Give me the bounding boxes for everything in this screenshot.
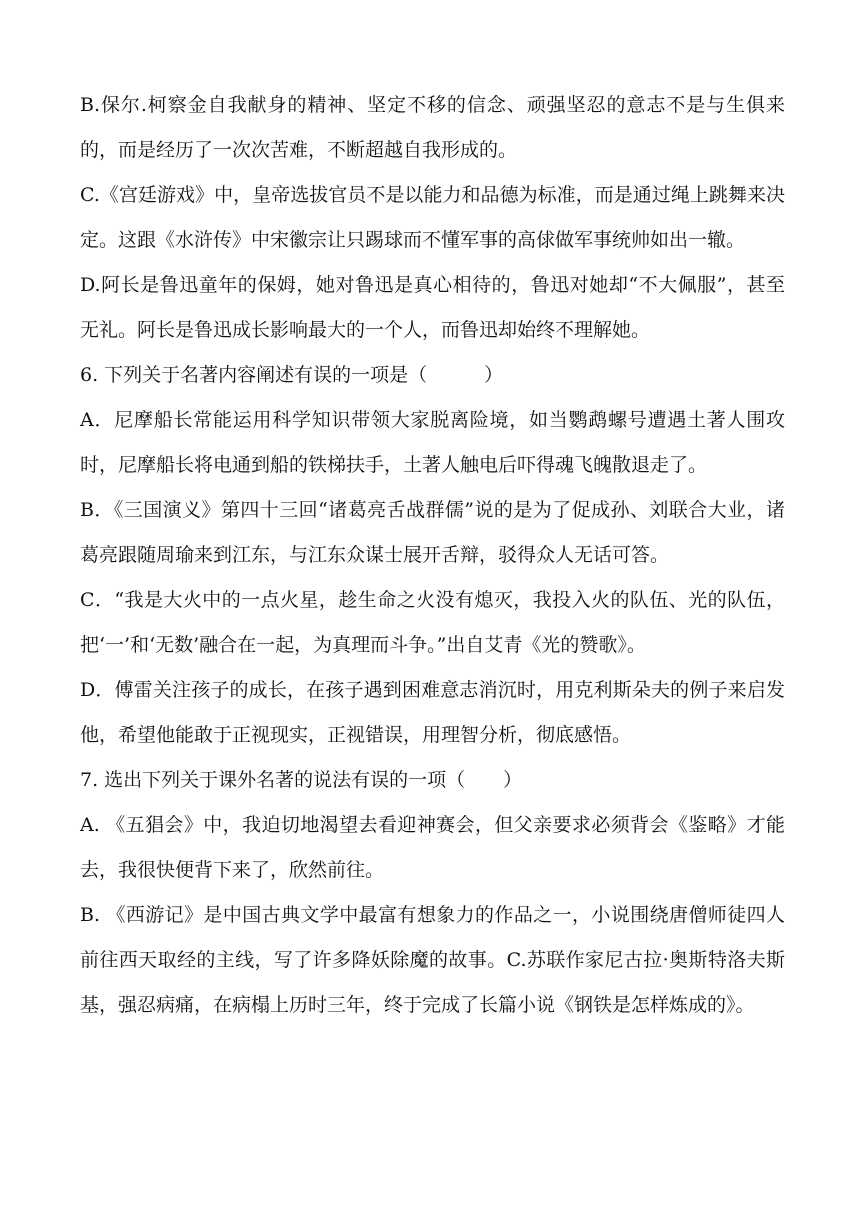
option-c-paragraph: C.《宫廷游戏》中，皇帝选拔官员不是以能力和品德为标准，而是通过绳上跳舞来决定。这跟《水浒传》中宋徽宗让只踢球而不懂军事的高俅做军事统帅如出一辙。 <box>80 184 785 251</box>
question-7-stem: 7. 选出下列关于课外名著的说法有误的一项（ ） <box>80 769 523 791</box>
question-6-option-c: C．“我是大火中的一点火星，趁生命之火没有熄灭，我投入火的队伍、光的队伍，把‘一’和‘无数’融合在一起，为真理而斗争。”出自艾青《光的赞歌》。 <box>80 589 785 656</box>
document-page <box>80 83 785 1028</box>
option-b-paragraph: B.保尔.柯察金自我献身的精神、坚定不移的信念、顽强坚忍的意志不是与生俱来的，而是经历了一次次苦难，不断超越自我形成的。 <box>80 94 785 161</box>
question-6-stem: 6. 下列关于名著内容阐述有误的一项是（ ） <box>80 364 504 386</box>
question-6-option-b: B．《三国演义》第四十三回“诸葛亮舌战群儒”说的是为了促成孙、刘联合大业，诸葛亮跟随周瑜来到江东，与江东众谋士展开舌辩，驳得众人无话可答。 <box>80 499 785 566</box>
option-d-paragraph: D.阿长是鲁迅童年的保姆，她对鲁迅是真心相待的，鲁迅对她却“不大佩服”，甚至无礼。阿长是鲁迅成长影响最大的一个人，而鲁迅却始终不理解她。 <box>80 274 785 341</box>
question-6-option-a: A．尼摩船长常能运用科学知识带领大家脱离险境，如当鹦鹉螺号遭遇土著人围攻时，尼摩船长将电通到船的铁梯扶手，土著人触电后吓得魂飞魄散退走了。 <box>80 409 785 476</box>
question-6-option-d: D．傅雷关注孩子的成长，在孩子遇到困难意志消沉时，用克利斯朵夫的例子来启发他，希望他能敢于正视现实，正视错误，用理智分析，彻底感悟。 <box>80 679 785 746</box>
question-7-option-a: A. 《五猖会》中，我迫切地渴望去看迎神赛会，但父亲要求必须背会《鉴略》才能去，我很快便背下来了，欣然前往。 <box>80 814 785 881</box>
question-7-option-b-c: B. 《西游记》是中国古典文学中最富有想象力的作品之一，小说围绕唐僧师徒四人前往西天取经的主线，写了许多降妖除魔的故事。C.苏联作家尼古拉·奥斯特洛夫斯基，强忍病痛，在病榻上历时三年，终于完成了长篇小说《钢铁是怎样炼成的》。 <box>80 904 785 1016</box>
